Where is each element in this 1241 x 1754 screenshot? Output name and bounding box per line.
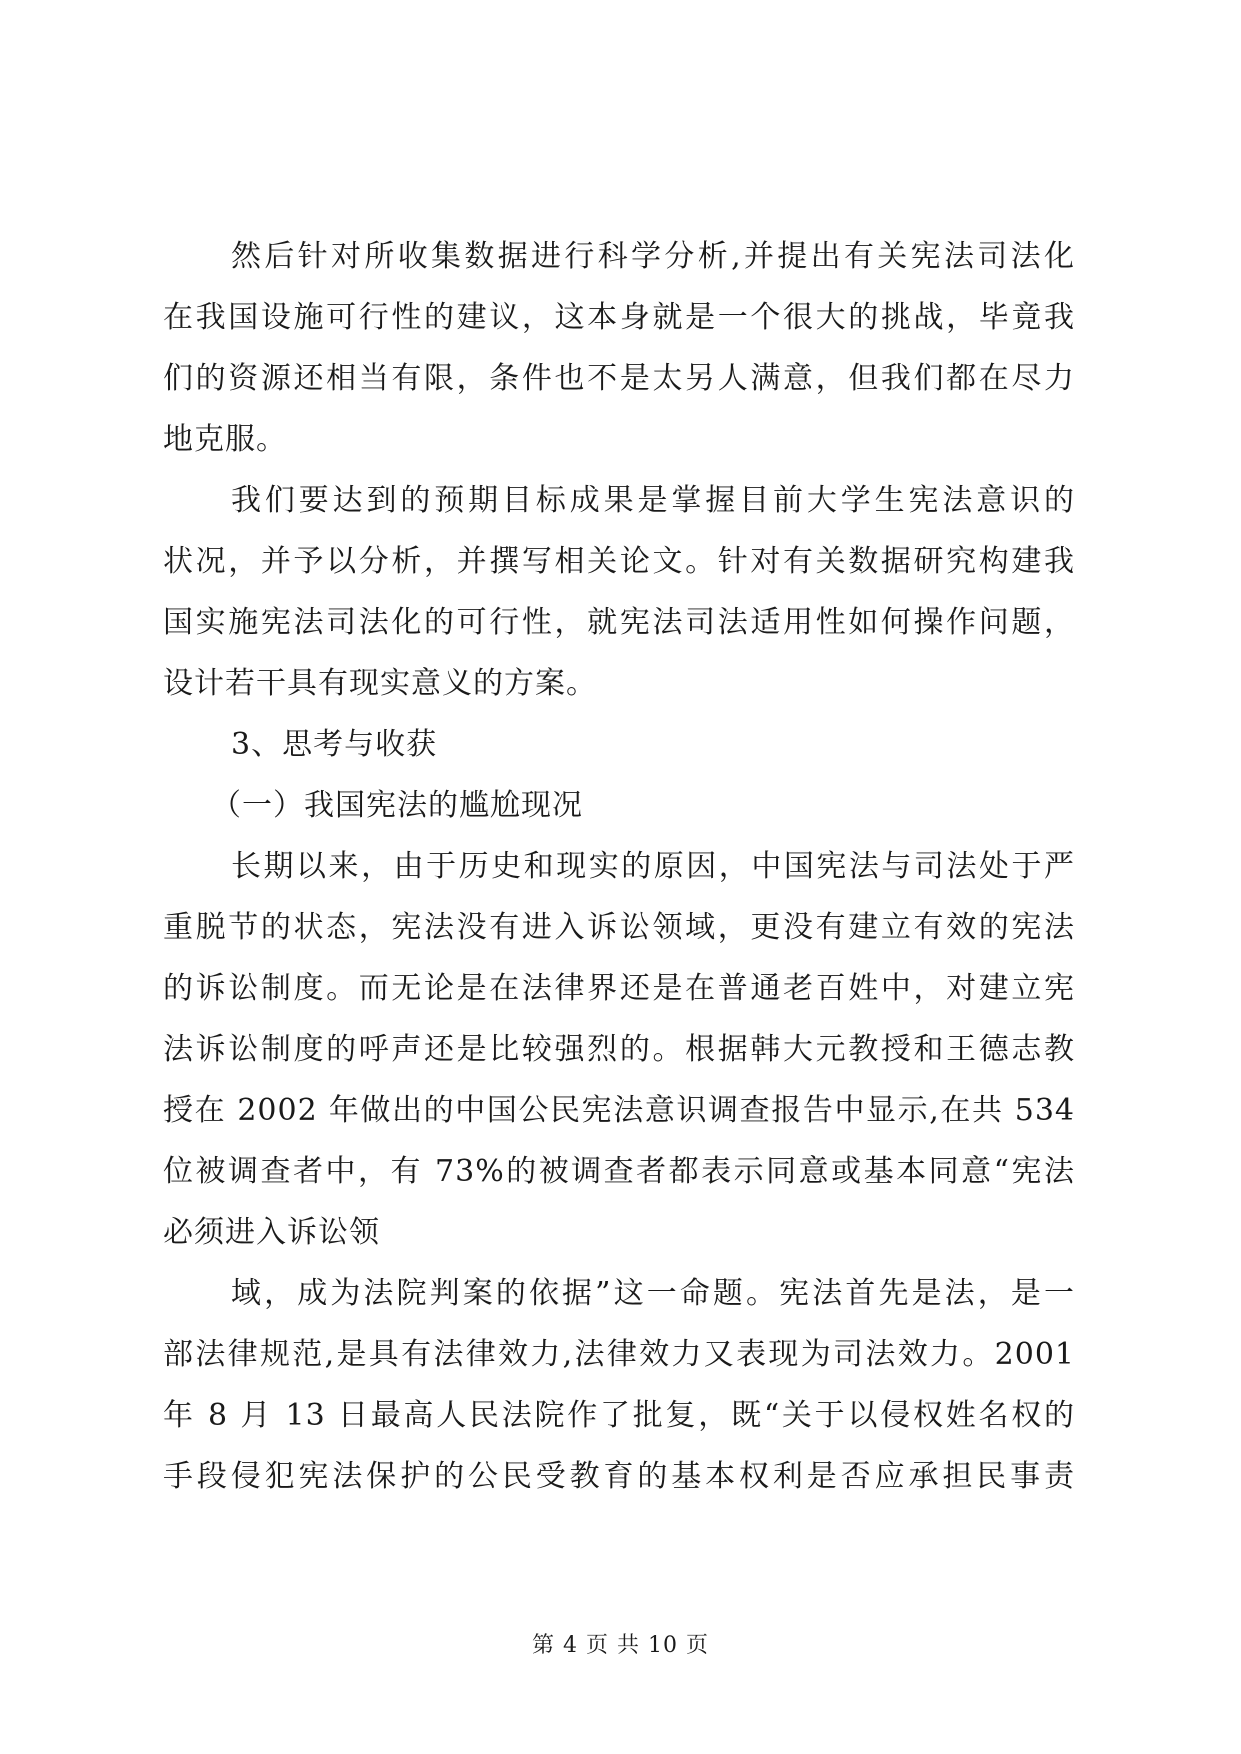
text-line: 手段侵犯宪法保护的公民受教育的基本权利是否应承担民事责 [163,1459,1075,1494]
text-line: 长期以来，由于历史和现实的原因，中国宪法与司法处于严 [231,849,1075,884]
text-line: 法诉讼制度的呼声还是比较强烈的。根据韩大元教授和王德志教 [163,1032,1075,1067]
text-line: 的诉讼制度。而无论是在法律界还是在普通老百姓中，对建立宪 [163,971,1075,1006]
text-line: 年 8 月 13 日最高人民法院作了批复，既“关于以侵权姓名权的 [163,1398,1075,1433]
text-line: 状况，并予以分析，并撰写相关论文。针对有关数据研究构建我 [163,544,1075,579]
text-line: 授在 2002 年做出的中国公民宪法意识调查报告中显示,在共 534 [163,1093,1075,1128]
text-line: 重脱节的状态，宪法没有进入诉讼领域，更没有建立有效的宪法 [163,910,1075,945]
text-line: 部法律规范,是具有法律效力,法律效力又表现为司法效力。2001 [163,1337,1075,1372]
text-line: 必须进入诉讼领 [163,1215,380,1250]
text-line: 在我国设施可行性的建议，这本身就是一个很大的挑战，毕竟我 [163,300,1075,335]
text-line: 域，成为法院判案的依据”这一命题。宪法首先是法，是一 [231,1276,1075,1311]
text-line: 我们要达到的预期目标成果是掌握目前大学生宪法意识的 [231,483,1075,518]
text-line: 设计若干具有现实意义的方案。 [163,666,597,701]
text-line: 地克服。 [163,422,287,457]
text-line: 国实施宪法司法化的可行性，就宪法司法适用性如何操作问题， [163,605,1075,640]
page-footer: 第 4 页 共 10 页 [532,1633,709,1658]
text-line: 3、思考与收获 [231,727,438,762]
document-body [163,232,1075,1513]
text-line: （一）我国宪法的尴尬现况 [211,788,583,823]
text-line: 然后针对所收集数据进行科学分析,并提出有关宪法司法化 [231,239,1075,274]
text-line: 位被调查者中，有 73%的被调查者都表示同意或基本同意“宪法 [163,1154,1075,1189]
text-line: 们的资源还相当有限，条件也不是太另人满意，但我们都在尽力 [163,361,1075,396]
